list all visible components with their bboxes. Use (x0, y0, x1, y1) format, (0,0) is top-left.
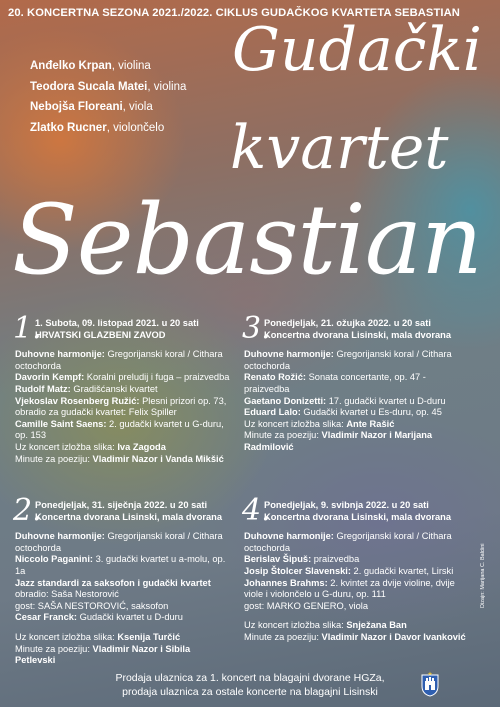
program-item: Eduard Lalo: Gudački kvartet u Es-duru, op. 45 (244, 407, 442, 418)
program-item: obradio: Saša Nestorović (15, 589, 119, 600)
title-line-2: kvartet (230, 113, 449, 183)
program-item: Duhovne harmonije: Gregorijanski koral / Cithara octochorda (15, 349, 223, 371)
member-3: Nebojša Floreani, viola (30, 101, 153, 113)
program-item: Duhovne harmonije: Gregorijanski koral / Cithara octochorda (244, 531, 452, 553)
poetry: Minute za poeziju: Vladimir Nazor i Sibila Petlevski (15, 643, 191, 666)
program-item: Niccolo Paganini: 3. gudački kvartet u a-molu, op. 1a (15, 554, 226, 576)
members-list (30, 56, 186, 138)
title-line-3: Sebastian (12, 184, 482, 296)
concert-date: Ponedjeljak, 31. siječnja 2022. u 20 sati (35, 500, 208, 510)
concert-venue: Koncertna dvorana Lisinski, mala dvorana (35, 511, 223, 522)
concert-date: 1. Subota, 09. listopad 2021. u 20 sati (35, 318, 199, 328)
member-4: Zlatko Rucner, violončelo (30, 121, 165, 134)
ticket-line-2: prodaja ulaznica za ostale koncerte na blagajni Lisinski (122, 686, 378, 698)
exhibit: Uz koncert izložba slika: Snježana Ban (244, 620, 407, 631)
program-item: Berislav Šipuš: praizvedba (244, 554, 360, 565)
member-1: Anđelko Krpan, violina (30, 60, 151, 72)
program-item: Jazz standardi za saksofon i gudački kvartet (15, 577, 211, 588)
ticket-info (60, 671, 440, 699)
program-item: Davorin Kempf: Koralni preludij i fuga – praizvedba (15, 372, 230, 383)
program-item: Johannes Brahms: 2. kvintet za dvije violine, dvije viole i violončelo u G-duru, op. 111 (244, 577, 455, 600)
season-header: 20. KONCERTNA SEZONA 2021./2022. CIKLUS GUDAČKOG KVARTETA SEBASTIAN (8, 7, 460, 19)
program-item: Josip Štolcer Slavenski: 2. gudački kvartet, Lirski (244, 565, 454, 576)
exhibit: Uz koncert izložba slika: Ksenija Turčić (15, 631, 181, 642)
concert-4 (242, 493, 469, 644)
program-item: Cesar Franck: Gudački kvartet u D-duru (15, 612, 183, 623)
concert-number: 2. (13, 493, 42, 528)
concert-1 (13, 311, 233, 465)
program-item: gost: SAŠA NESTOROVIĆ, saksofon (15, 600, 169, 611)
program-item: gost: MARKO GENERO, viola (244, 600, 368, 611)
concert-3 (242, 311, 469, 454)
program-item: Duhovne harmonije: Gregorijanski koral / Cithara octochorda (244, 349, 452, 371)
concert-date: Ponedjeljak, 9. svibnja 2022. u 20 sati (264, 500, 429, 510)
program-item: Gaetano Donizetti: 17. gudački kvartet u D-duru (244, 395, 446, 406)
concert-venue: Koncertna dvorana Lisinski, mala dvorana (264, 511, 452, 522)
concert-number: 3. (242, 311, 271, 346)
program-item: Duhovne harmonije: Gregorijanski koral / Cithara octochorda (15, 531, 223, 553)
program-item: Vjekoslav Rosenberg Ružić: Plesni prizori op. 73, obradio za gudački kvartet: Felix Spiller (15, 395, 227, 418)
poetry: Minute za poeziju: Vladimir Nazor i Davor Ivanković (244, 631, 466, 642)
exhibit: Uz koncert izložba slika: Iva Zagoda (15, 441, 166, 452)
ticket-line-1: Prodaja ulaznica za 1. koncert na blagajni dvorane HGZa, (115, 672, 385, 684)
program-item: Rudolf Matz: Gradišćanski kvartet (15, 383, 158, 394)
concert-venue: Koncertna dvorana Lisinski, mala dvorana (264, 329, 452, 340)
concert-venue: HRVATSKI GLAZBENI ZAVOD (35, 329, 166, 340)
concert-number: 4. (242, 493, 271, 528)
poetry: Minute za poeziju: Vladimir Nazor i Vanda Mikšić (15, 453, 224, 464)
concert-date: Ponedjeljak, 21. ožujka 2022. u 20 sati (264, 318, 431, 328)
program-item: Camille Saint Saens: 2. gudački kvartet u G-duru, op. 153 (15, 418, 224, 441)
poetry: Minute za poeziju: Vladimir Nazor i Marijana Radmilović (244, 430, 433, 452)
title-line-1: Gudački (232, 15, 482, 85)
concert-2 (13, 493, 233, 667)
program-item: Renato Rožić: Sonata concertante, op. 47 - praizvedba (244, 372, 426, 394)
exhibit: Uz koncert izložba slika: Ante Rašić (244, 418, 395, 429)
concert-number: 1. (13, 311, 42, 346)
design-credit: Dizajn: Marijana C. Baldini (480, 543, 486, 608)
member-2: Teodora Sucala Matei, violina (30, 80, 187, 93)
zagreb-coat-of-arms-icon (421, 671, 439, 697)
